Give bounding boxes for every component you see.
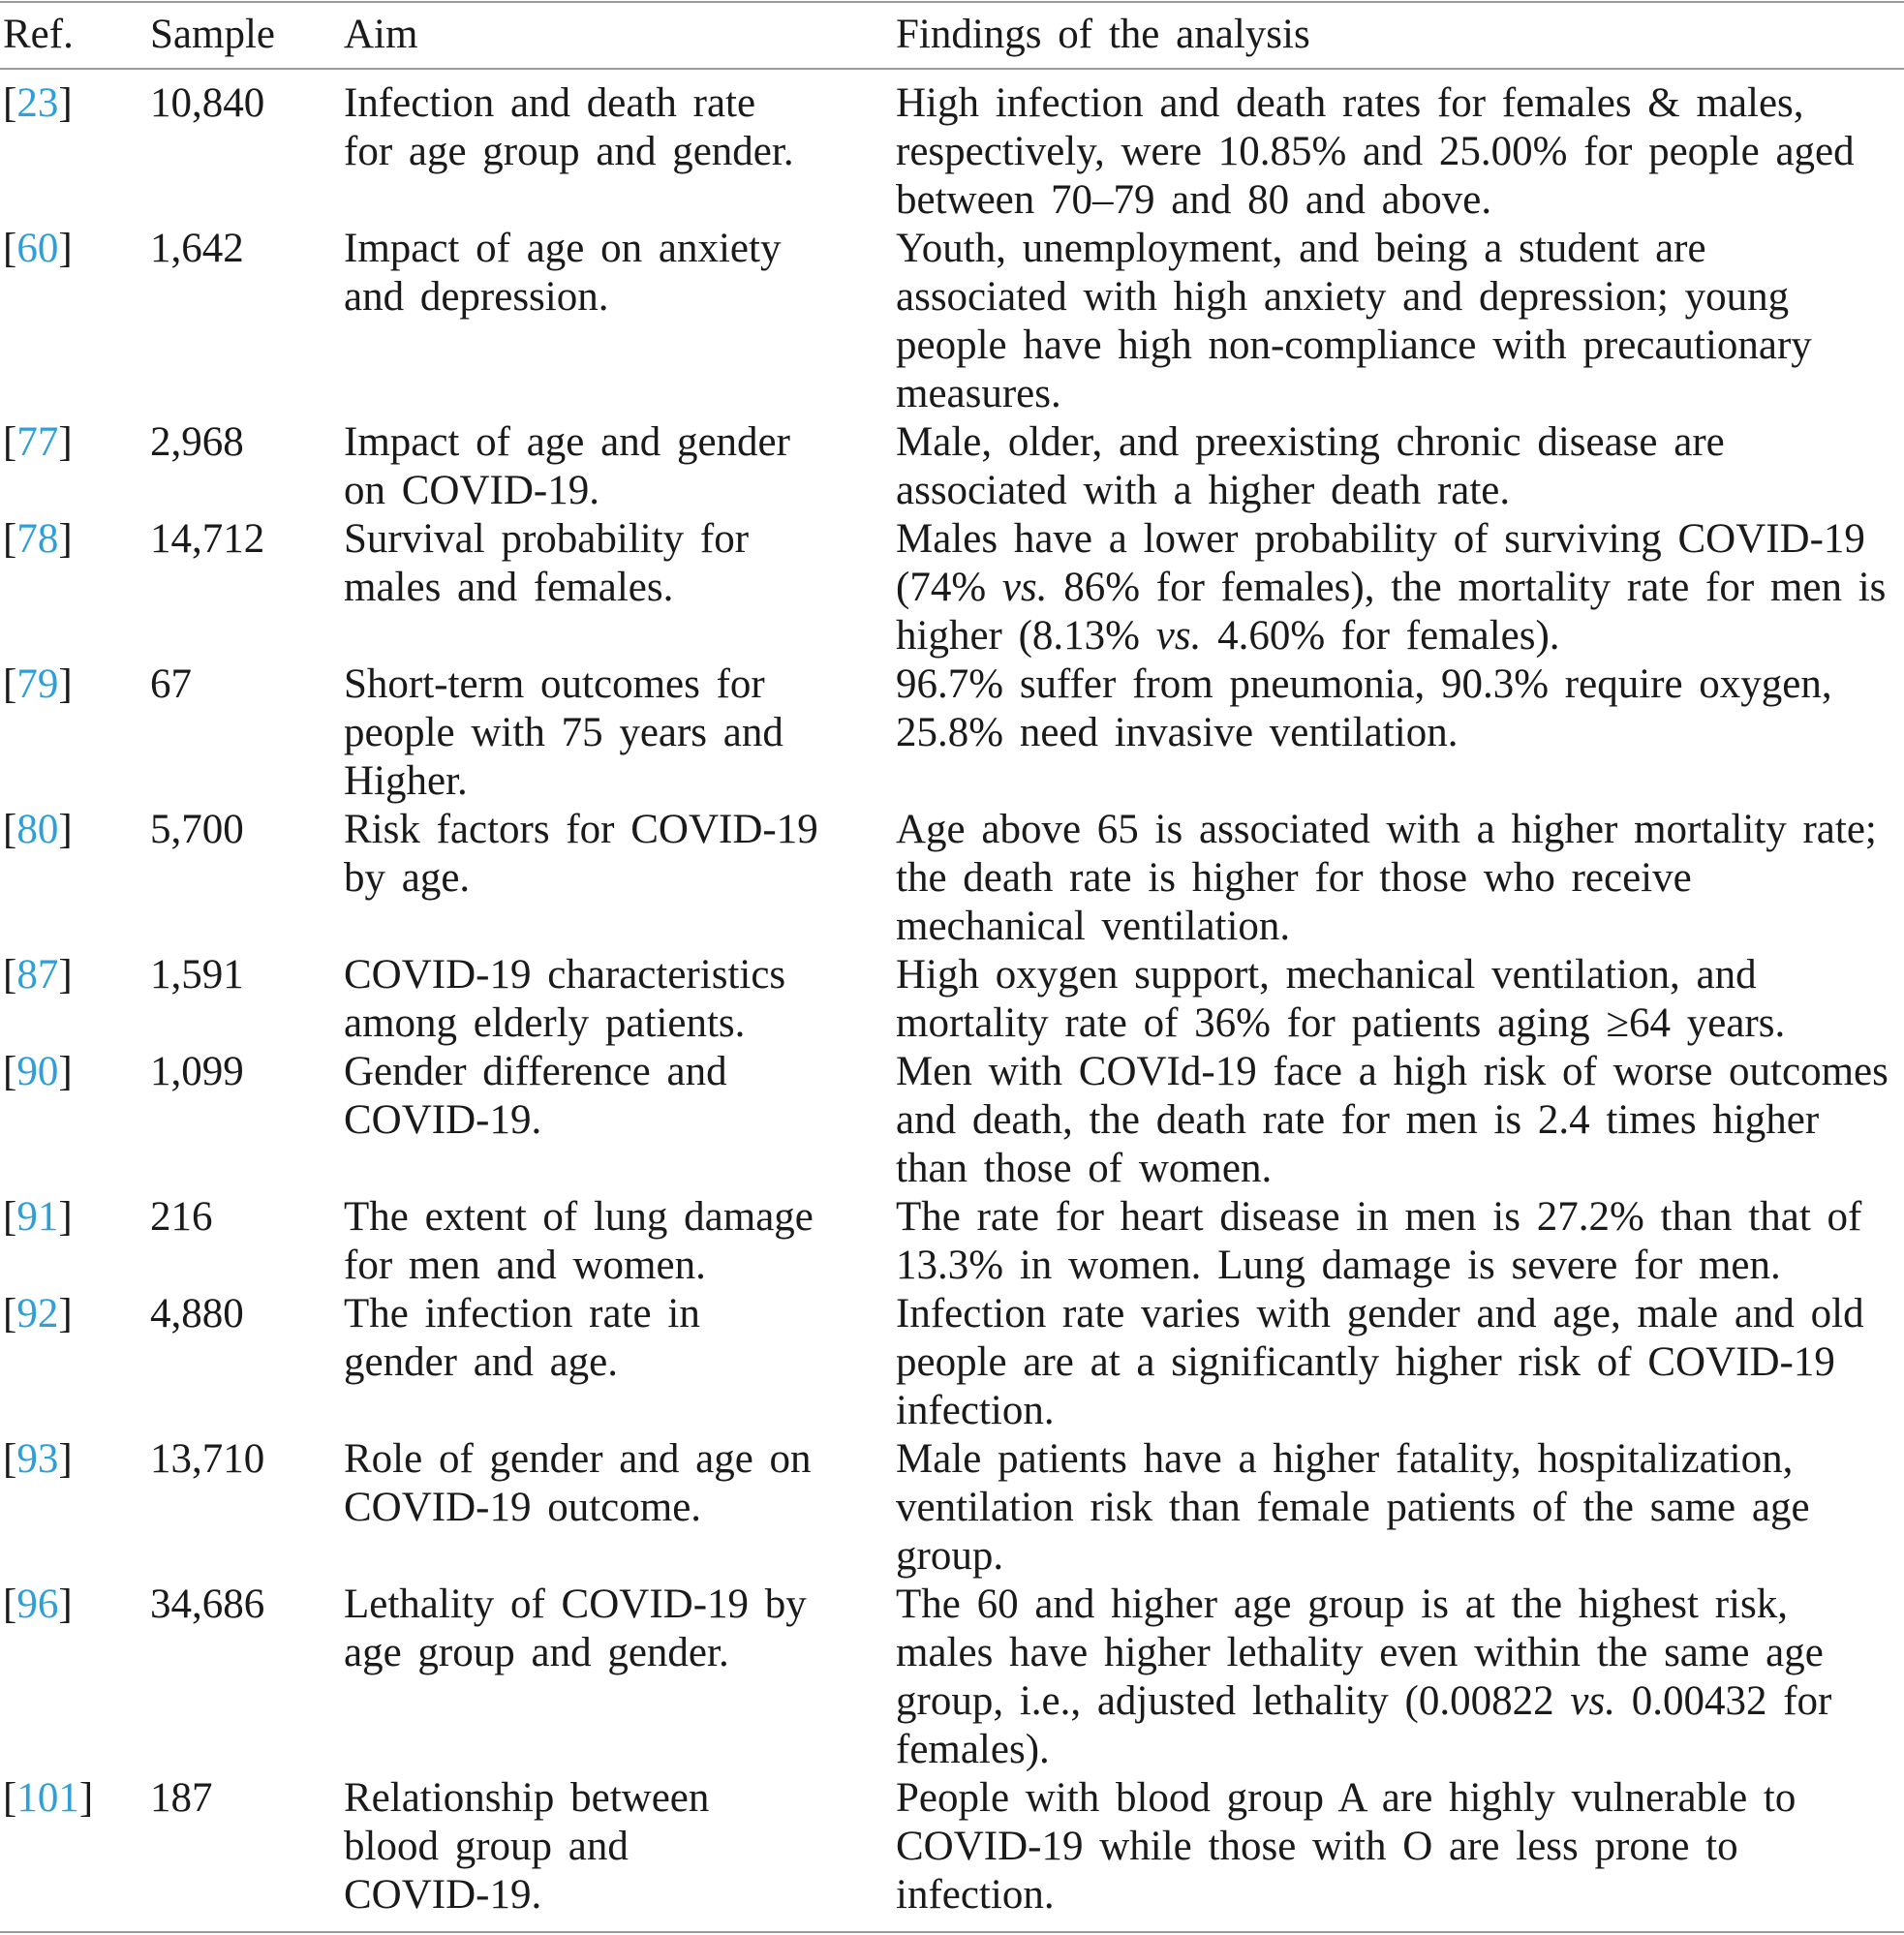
sample-value: 4,880 xyxy=(150,1291,244,1336)
ref-cell xyxy=(3,1193,150,1290)
ref-bracket: ] xyxy=(58,1582,73,1627)
table-row xyxy=(3,1048,1904,1193)
findings-line: ventilation risk than female patients of the same age xyxy=(896,1485,1810,1530)
ref-line xyxy=(3,1193,150,1242)
aim-line: Lethality of COVID-19 by xyxy=(344,1582,807,1627)
ref-link[interactable]: 78 xyxy=(16,516,59,562)
aim-line: Higher. xyxy=(344,758,468,804)
findings-cell xyxy=(896,418,1904,515)
ref-bracket: [ xyxy=(3,1582,17,1627)
text-segment: 0.00432 for xyxy=(1614,1678,1832,1724)
findings-line: Infection rate varies with gender and age, male and old xyxy=(896,1291,1864,1336)
aim-line: for age group and gender. xyxy=(344,129,794,174)
findings-cell xyxy=(896,515,1904,660)
ref-line xyxy=(3,1581,150,1629)
ref-line xyxy=(3,515,150,564)
emphasis-text: vs. xyxy=(1001,565,1048,610)
ref-bracket: [ xyxy=(3,80,17,126)
table-row xyxy=(3,660,1904,806)
findings-cell xyxy=(896,951,1904,1048)
aim-cell xyxy=(344,1290,896,1435)
aim-line: Relationship between xyxy=(344,1775,710,1821)
aim-line: Short-term outcomes for xyxy=(344,661,765,707)
ref-bracket: [ xyxy=(3,1049,17,1094)
findings-cell xyxy=(896,1581,1904,1774)
ref-link[interactable]: 77 xyxy=(16,419,59,465)
sample-cell xyxy=(150,1581,344,1774)
aim-line: people with 75 years and xyxy=(344,710,783,755)
sample-cell xyxy=(150,225,344,418)
ref-cell xyxy=(3,418,150,515)
emphasis-text: vs. xyxy=(1155,613,1202,659)
findings-cell xyxy=(896,225,1904,418)
aim-line: Role of gender and age on xyxy=(344,1436,812,1482)
ref-line xyxy=(3,1048,150,1096)
findings-line: and death, the death rate for men is 2.4 times higher xyxy=(896,1097,1820,1143)
sample-cell xyxy=(150,1193,344,1290)
findings-line: mortality rate of 36% for patients aging ≥64 years. xyxy=(896,1000,1786,1046)
findings-line: the death rate is higher for those who receive xyxy=(896,855,1692,901)
sample-value: 216 xyxy=(150,1194,213,1240)
table-row xyxy=(3,515,1904,660)
sample-cell xyxy=(150,1774,344,1920)
findings-line: infection. xyxy=(896,1872,1055,1918)
findings-line: mechanical ventilation. xyxy=(896,904,1291,949)
table-row xyxy=(3,1774,1904,1920)
ref-bracket: [ xyxy=(3,661,17,707)
table-header xyxy=(0,3,1904,68)
sample-cell xyxy=(150,1048,344,1193)
text-segment: 4.60% for females). xyxy=(1201,613,1560,659)
aim-cell xyxy=(344,660,896,806)
sample-value: 2,968 xyxy=(150,419,244,465)
findings-line: people are at a significantly higher risk of COVID-19 xyxy=(896,1339,1835,1385)
ref-link[interactable]: 80 xyxy=(16,807,59,852)
table-row xyxy=(3,951,1904,1048)
table-row xyxy=(3,418,1904,515)
ref-line xyxy=(3,225,150,273)
findings-line: than those of women. xyxy=(896,1146,1273,1191)
ref-bracket: ] xyxy=(78,1775,94,1821)
ref-bracket: [ xyxy=(3,952,17,998)
findings-line: associated with a higher death rate. xyxy=(896,468,1511,513)
sample-cell xyxy=(150,515,344,660)
ref-cell xyxy=(3,1048,150,1193)
aim-line: Survival probability for xyxy=(344,516,750,562)
ref-bracket: ] xyxy=(58,661,73,707)
findings-line: High oxygen support, mechanical ventilation, and xyxy=(896,952,1757,998)
findings-line: Male patients have a higher fatality, hospitalization, xyxy=(896,1436,1794,1482)
findings-cell xyxy=(896,806,1904,951)
ref-cell xyxy=(3,515,150,660)
table-body xyxy=(0,79,1904,1920)
aim-line: on COVID-19. xyxy=(344,468,599,513)
ref-bracket: ] xyxy=(58,1291,73,1336)
ref-line xyxy=(3,79,150,128)
header-ref: Ref. xyxy=(3,12,74,57)
ref-line xyxy=(3,660,150,709)
findings-line: Males have a lower probability of surviving COVID-19 xyxy=(896,516,1865,562)
aim-line: and depression. xyxy=(344,274,609,320)
sample-value: 13,710 xyxy=(150,1436,265,1482)
sample-cell xyxy=(150,1435,344,1581)
findings-line xyxy=(896,612,1904,660)
ref-line xyxy=(3,418,150,467)
emphasis-text: vs. xyxy=(1570,1678,1615,1724)
findings-cell xyxy=(896,1290,1904,1435)
aim-line: among elderly patients. xyxy=(344,1000,746,1046)
bottom-rule xyxy=(0,1931,1904,1933)
findings-cell xyxy=(896,1193,1904,1290)
aim-line: COVID-19. xyxy=(344,1872,542,1918)
ref-cell xyxy=(3,1774,150,1920)
aim-cell xyxy=(344,1193,896,1290)
ref-link[interactable]: 79 xyxy=(16,661,59,707)
aim-line: males and females. xyxy=(344,565,674,610)
ref-bracket: ] xyxy=(58,80,73,126)
table-row xyxy=(3,1290,1904,1435)
ref-cell xyxy=(3,951,150,1048)
sample-value: 5,700 xyxy=(150,807,244,852)
sample-value: 14,712 xyxy=(150,516,265,562)
ref-bracket: ] xyxy=(58,226,73,271)
findings-line: The 60 and higher age group is at the highest risk, xyxy=(896,1582,1788,1627)
ref-bracket: [ xyxy=(3,516,17,562)
ref-bracket: [ xyxy=(3,1291,17,1336)
ref-cell xyxy=(3,225,150,418)
ref-link[interactable]: 60 xyxy=(16,226,59,271)
sample-value: 34,686 xyxy=(150,1582,265,1627)
table-row xyxy=(3,806,1904,951)
ref-bracket: ] xyxy=(58,952,73,998)
sample-value: 67 xyxy=(150,661,192,707)
findings-line: measures. xyxy=(896,371,1061,416)
aim-line: Gender difference and xyxy=(344,1049,727,1094)
findings-line: COVID-19 while those with O are less prone to xyxy=(896,1824,1738,1869)
header-rule xyxy=(0,68,1904,70)
sample-value: 10,840 xyxy=(150,80,265,126)
ref-cell xyxy=(3,1581,150,1774)
findings-line xyxy=(896,564,1904,612)
aim-line: The infection rate in xyxy=(344,1291,700,1336)
ref-link[interactable]: 90 xyxy=(16,1049,59,1094)
ref-bracket: [ xyxy=(3,807,17,852)
findings-line: Men with COVId-19 face a high risk of worse outcomes xyxy=(896,1049,1889,1094)
ref-line xyxy=(3,1290,150,1338)
findings-line: respectively, were 10.85% and 25.00% for people aged xyxy=(896,129,1855,174)
sample-value: 187 xyxy=(150,1775,213,1821)
findings-line: Youth, unemployment, and being a student are xyxy=(896,226,1706,271)
ref-bracket: [ xyxy=(3,226,17,271)
aim-line: gender and age. xyxy=(344,1339,618,1385)
ref-bracket: ] xyxy=(58,1194,73,1240)
ref-cell xyxy=(3,806,150,951)
sample-value: 1,642 xyxy=(150,226,244,271)
text-segment: 86% for females), the mortality rate for men is xyxy=(1047,565,1887,610)
aim-line: Impact of age on anxiety xyxy=(344,226,782,271)
findings-line: between 70–79 and 80 and above. xyxy=(896,177,1492,223)
findings-cell xyxy=(896,79,1904,225)
aim-cell xyxy=(344,1048,896,1193)
findings-line: group. xyxy=(896,1533,1004,1579)
findings-line: 96.7% suffer from pneumonia, 90.3% require oxygen, xyxy=(896,661,1832,707)
findings-line: 13.3% in women. Lung damage is severe for men. xyxy=(896,1243,1781,1288)
table-row xyxy=(3,225,1904,418)
aim-line: by age. xyxy=(344,855,471,901)
aim-cell xyxy=(344,418,896,515)
ref-line xyxy=(3,1774,150,1823)
findings-line: associated with high anxiety and depression; young xyxy=(896,274,1790,320)
aim-line: age group and gender. xyxy=(344,1630,729,1675)
header-findings: Findings of the analysis xyxy=(896,12,1310,57)
ref-bracket: ] xyxy=(58,516,73,562)
ref-cell xyxy=(3,1435,150,1581)
findings-cell xyxy=(896,1048,1904,1193)
table-row xyxy=(3,79,1904,225)
ref-cell xyxy=(3,79,150,225)
ref-bracket: ] xyxy=(58,1049,73,1094)
ref-link[interactable]: 101 xyxy=(16,1775,79,1821)
aim-cell xyxy=(344,79,896,225)
sample-cell xyxy=(150,418,344,515)
findings-line: People with blood group A are highly vulnerable to xyxy=(896,1775,1797,1821)
ref-bracket: [ xyxy=(3,419,17,465)
header-aim: Aim xyxy=(344,12,418,57)
aim-line: Infection and death rate xyxy=(344,80,756,126)
aim-cell xyxy=(344,515,896,660)
aim-cell xyxy=(344,806,896,951)
sample-value: 1,591 xyxy=(150,952,244,998)
sample-value: 1,099 xyxy=(150,1049,244,1094)
aim-line: for men and women. xyxy=(344,1243,706,1288)
sample-cell xyxy=(150,79,344,225)
sample-cell xyxy=(150,951,344,1048)
header-sample: Sample xyxy=(150,12,275,57)
ref-cell xyxy=(3,1290,150,1435)
findings-line: 25.8% need invasive ventilation. xyxy=(896,710,1459,755)
ref-link[interactable]: 87 xyxy=(16,952,59,998)
text-segment: (74% xyxy=(896,565,1002,610)
findings-line: High infection and death rates for females & males, xyxy=(896,80,1804,126)
ref-bracket: ] xyxy=(58,1436,73,1482)
ref-line xyxy=(3,951,150,999)
sample-cell xyxy=(150,1290,344,1435)
findings-line: males have higher lethality even within the same age xyxy=(896,1630,1824,1675)
findings-line: The rate for heart disease in men is 27.2% than that of xyxy=(896,1194,1862,1240)
findings-cell xyxy=(896,1435,1904,1581)
findings-cell xyxy=(896,1774,1904,1920)
ref-bracket: [ xyxy=(3,1775,17,1821)
findings-cell xyxy=(896,660,1904,806)
ref-bracket: [ xyxy=(3,1194,17,1240)
ref-cell xyxy=(3,660,150,806)
text-segment: higher (8.13% xyxy=(896,613,1156,659)
ref-link[interactable]: 96 xyxy=(16,1582,59,1627)
aim-cell xyxy=(344,225,896,418)
sample-cell xyxy=(150,660,344,806)
table-row xyxy=(3,1435,1904,1581)
ref-link[interactable]: 23 xyxy=(16,80,59,126)
aim-line: The extent of lung damage xyxy=(344,1194,814,1240)
aim-cell xyxy=(344,1435,896,1581)
text-segment: group, i.e., adjusted lethality (0.00822 xyxy=(896,1678,1571,1724)
sample-cell xyxy=(150,806,344,951)
aim-line: blood group and xyxy=(344,1824,629,1869)
ref-bracket: [ xyxy=(3,1436,17,1482)
ref-bracket: ] xyxy=(58,419,73,465)
ref-link[interactable]: 91 xyxy=(16,1194,59,1240)
aim-line: COVID-19. xyxy=(344,1097,542,1143)
ref-link[interactable]: 93 xyxy=(16,1436,59,1482)
aim-line: Impact of age and gender xyxy=(344,419,790,465)
findings-line: Age above 65 is associated with a higher mortality rate; xyxy=(896,807,1877,852)
findings-line: Male, older, and preexisting chronic disease are xyxy=(896,419,1725,465)
aim-line: COVID-19 outcome. xyxy=(344,1485,702,1530)
findings-line xyxy=(896,1677,1904,1726)
ref-bracket: ] xyxy=(58,807,73,852)
aim-line: COVID-19 characteristics xyxy=(344,952,786,998)
ref-line xyxy=(3,1435,150,1484)
aim-cell xyxy=(344,951,896,1048)
aim-line: Risk factors for COVID-19 xyxy=(344,807,818,852)
findings-line: infection. xyxy=(896,1388,1055,1433)
aim-cell xyxy=(344,1774,896,1920)
aim-cell xyxy=(344,1581,896,1774)
table-row xyxy=(3,1193,1904,1290)
ref-link[interactable]: 92 xyxy=(16,1291,59,1336)
findings-line: females). xyxy=(896,1727,1050,1772)
table-row xyxy=(3,1581,1904,1774)
ref-line xyxy=(3,806,150,854)
findings-line: people have high non-compliance with precautionary xyxy=(896,322,1812,368)
